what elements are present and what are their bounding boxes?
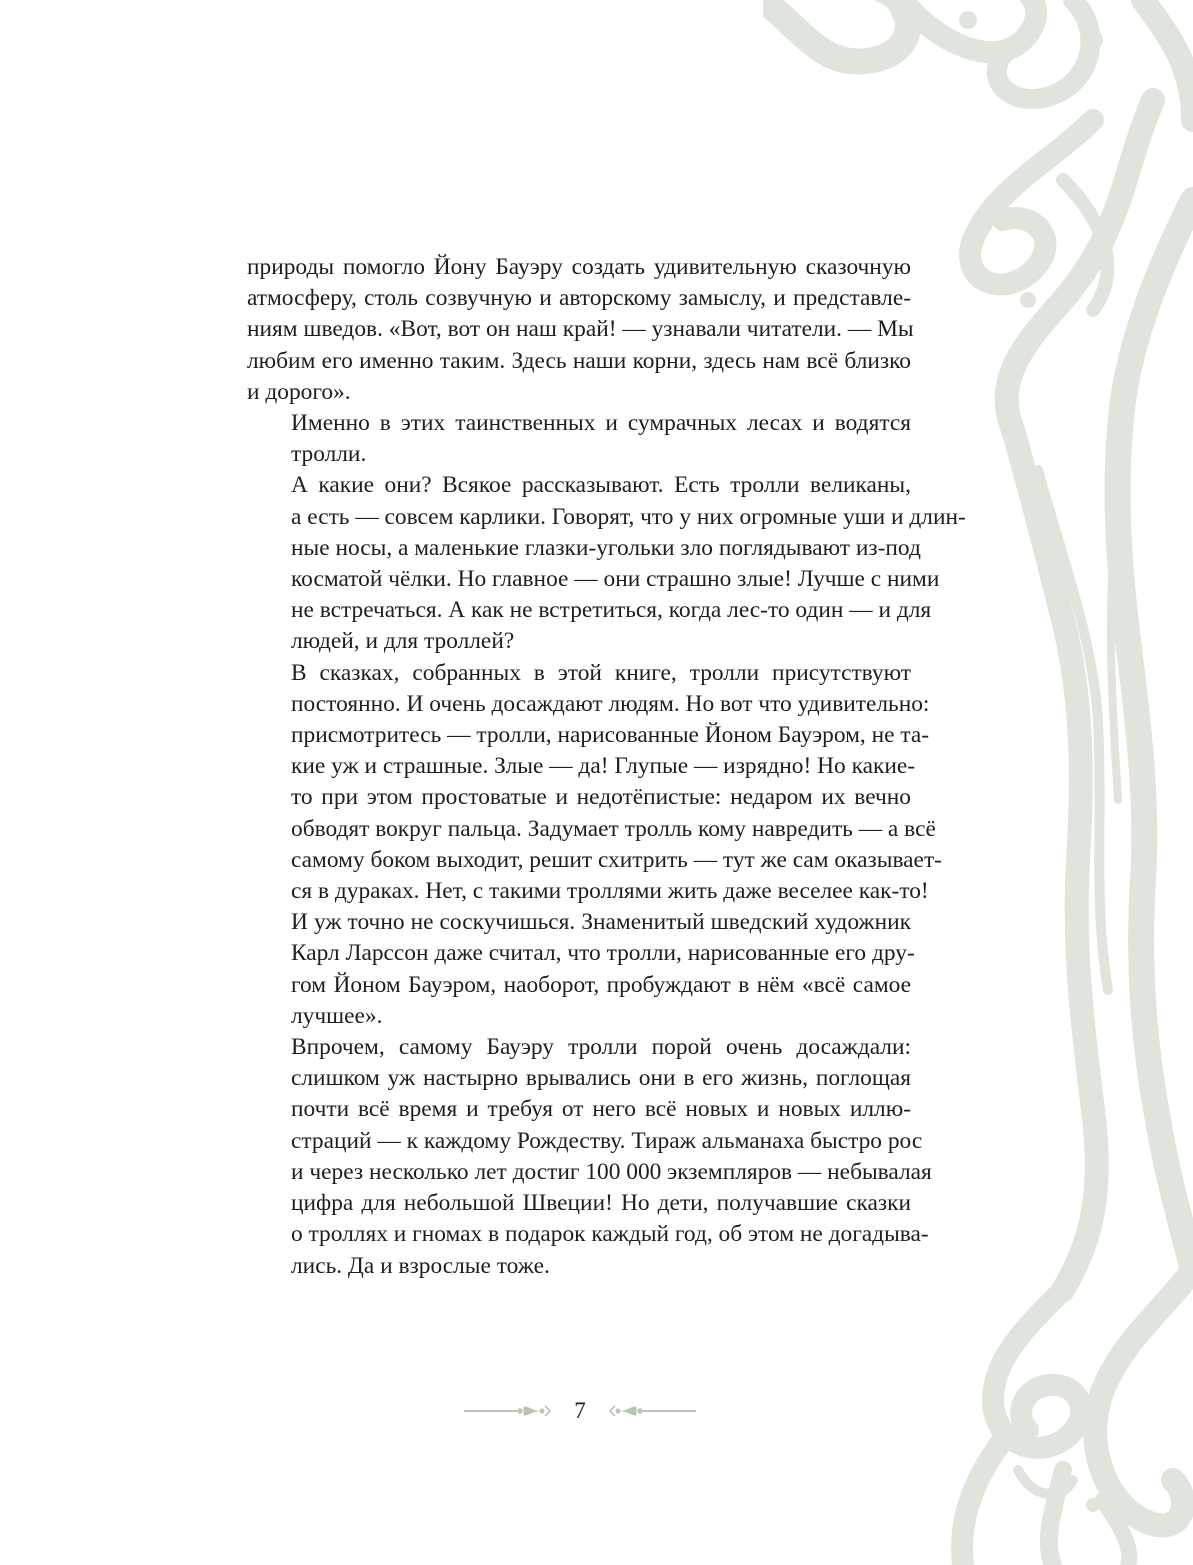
paragraph (247, 1032, 932, 1282)
paragraph (247, 252, 914, 408)
text-line: атмосферу, столь созвучную и авторскому замыслу, и представле- (247, 285, 911, 312)
text-line: слишком уж настырно врывались они в его жизнь, поглощая (291, 1065, 911, 1092)
text-line: И уж точно не соскучишься. Знаменитый шведский художник (291, 909, 911, 936)
text-line: природы помогло Йону Бауэру создать удивительную сказочную (247, 254, 911, 280)
text-line: Впрочем, самому Бауэру тролли порой очень досаждали: (291, 1034, 911, 1061)
text-line: и дорого». (247, 378, 351, 405)
paragraph (247, 658, 942, 1032)
text-line: лись. Да и взрослые тоже. (291, 1252, 550, 1279)
page-footer (460, 1393, 700, 1429)
text-line: почти всё время и требуя от него всё новых и новых иллю- (291, 1096, 911, 1123)
text-line: обводят вокруг пальца. Задумает тролль кому навредить — а всё (291, 815, 936, 842)
left-flourish-icon (462, 1403, 552, 1419)
text-line: ные носы, а маленькие глазки-угольки зло поглядывают из-под (291, 534, 921, 561)
text-line: кие уж и страшные. Злые — да! Глупые — изрядно! Но какие- (291, 753, 916, 780)
text-line: самому боком выходит, решит схитрить — тут же сам оказывает- (291, 846, 942, 873)
text-line: тролли. (291, 441, 367, 468)
paragraph (247, 408, 911, 470)
text-line: то при этом простоватые и недотёпистые: недаром их вечно (291, 784, 911, 811)
text-line: Карл Ларссон даже считал, что тролли, нарисованные его дру- (291, 940, 915, 967)
page-number: 7 (574, 1398, 586, 1423)
text-line: В сказках, собранных в этой книге, тролли присутствуют (291, 659, 911, 686)
text-line: любим его именно таким. Здесь наши корни, здесь нам всё близко (247, 347, 911, 374)
paragraph (247, 470, 966, 657)
text-line: А какие они? Всякое рассказывают. Есть тролли великаны, (291, 472, 911, 499)
text-line: и через несколько лет достиг 100 000 экземпляров — небывалая (291, 1158, 932, 1185)
text-line: Именно в этих таинственных и сумрачных лесах и водятся (291, 410, 911, 437)
right-flourish-icon (608, 1403, 698, 1419)
text-line: не встречаться. А как не встретиться, когда лес-то один — и для (291, 597, 932, 624)
text-line: присмотритесь — тролли, нарисованные Йоном Бауэром, не та- (291, 722, 930, 749)
text-line: о троллях и гномах в подарок каждый год, об этом не догадыва- (291, 1221, 929, 1248)
text-line: косматой чёлки. Но главное — они страшно злые! Лучше с ними (291, 566, 940, 593)
text-line: лучшее». (291, 1002, 383, 1029)
text-line: гом Йоном Бауэром, наоборот, пробуждают в нём «всё самое (291, 971, 911, 998)
text-line: постоянно. И очень досаждают людям. Но вот что удивительно: (291, 690, 930, 717)
text-line: страций — к каждому Рождеству. Тираж альманаха быстро рос (291, 1127, 923, 1154)
text-line: ниям шведов. «Вот, вот он наш край! — узнавали читатели. — Мы (247, 316, 914, 343)
text-line: людей, и для троллей? (291, 628, 515, 655)
text-line: ся в дураках. Нет, с такими троллями жить даже веселее как-то! (291, 878, 929, 905)
body-text (247, 252, 966, 1282)
text-line: цифра для небольшой Швеции! Но дети, получавшие сказки (291, 1190, 911, 1217)
text-line: а есть — совсем карлики. Говорят, что у них огромные уши и длин- (291, 503, 966, 530)
